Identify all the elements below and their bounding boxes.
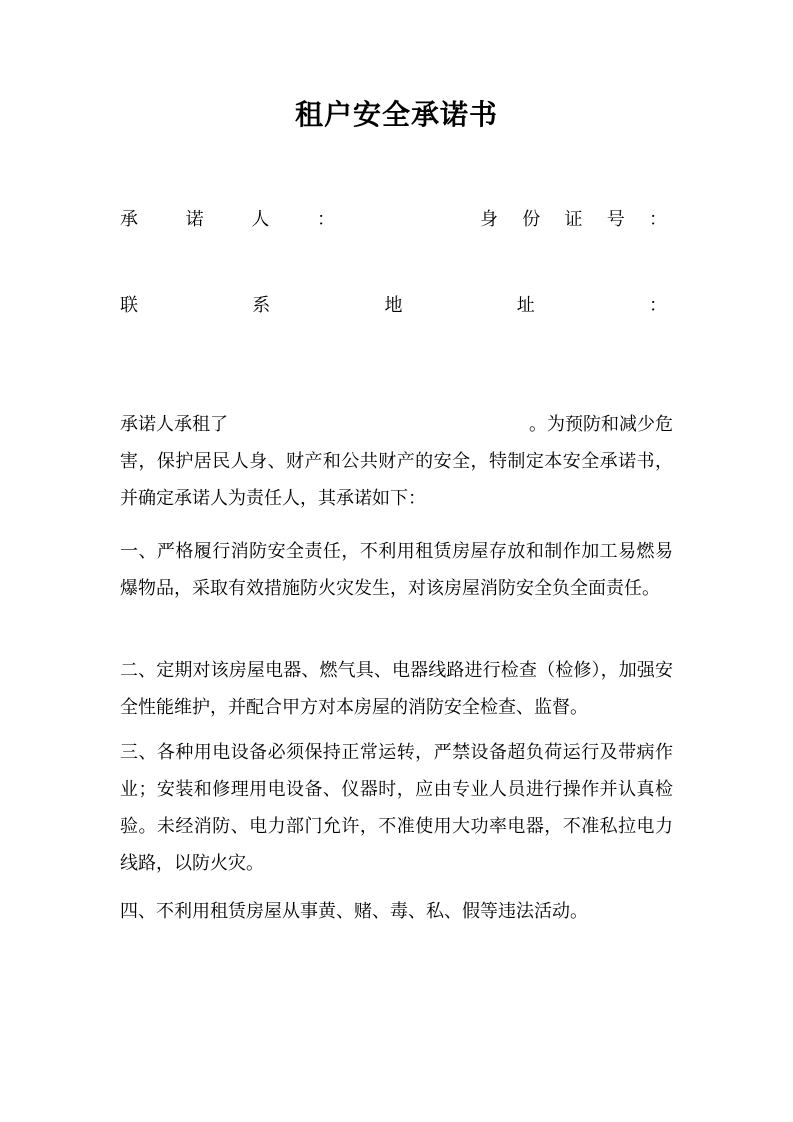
label-char: 号 xyxy=(606,209,625,230)
clause-2: 二、定期对该房屋电器、燃气具、电器线路进行检查（检修），加强安全性能维护，并配合甲方对本房屋的消防安全检查、监督。 xyxy=(120,660,673,718)
clause-4: 四、不利用租赁房屋从事黄、赌、毒、私、假等违法活动。 xyxy=(120,901,588,922)
promisor-label xyxy=(120,205,335,231)
label-char: 承 xyxy=(120,209,138,230)
document-title: 租户安全承诺书 xyxy=(294,98,498,131)
label-char: 联 xyxy=(120,295,138,316)
id-number-label xyxy=(480,205,667,231)
label-char: ： xyxy=(649,295,667,316)
intro-lead-text: 承诺人承租了 xyxy=(120,414,228,435)
intro-continuation-text: 害，保护居民人身、财产和公共财产的安全，特制定本安全承诺书，并确定承诺人为责任人，其承诺如下： xyxy=(120,451,673,509)
promisor-id-field-row xyxy=(120,203,667,233)
contact-address-field-row xyxy=(120,289,667,319)
clause-1: 一、严格履行消防安全责任，不利用租赁房屋存放和制作加工易燃易爆物品，采取有效措施防火灾发生，对该房屋消防安全负全面责任。 xyxy=(120,541,673,599)
label-char: 地 xyxy=(384,295,403,316)
label-char: 身 xyxy=(480,209,498,230)
clause-3: 三、各种用电设备必须保持正常运转，严禁设备超负荷运行及带病作业；安装和修理用电设备、仪器时，应由专业人员进行操作并认真检验。未经消防、电力部门允许，不准使用大功率电器，不准私拉电力线路，以防火灾。 xyxy=(120,742,673,874)
label-char: 证 xyxy=(564,209,583,230)
intro-first-line xyxy=(120,406,673,443)
intro-purpose-text: 。为预防和减少危 xyxy=(529,414,673,435)
label-char: ： xyxy=(316,209,335,230)
label-char: 份 xyxy=(522,209,541,230)
label-char: 址 xyxy=(516,295,535,316)
intro-paragraph xyxy=(120,406,673,517)
label-char: 诺 xyxy=(185,209,204,230)
label-char: 人 xyxy=(251,209,270,230)
label-char: ： xyxy=(649,209,667,230)
label-char: 系 xyxy=(252,295,271,316)
